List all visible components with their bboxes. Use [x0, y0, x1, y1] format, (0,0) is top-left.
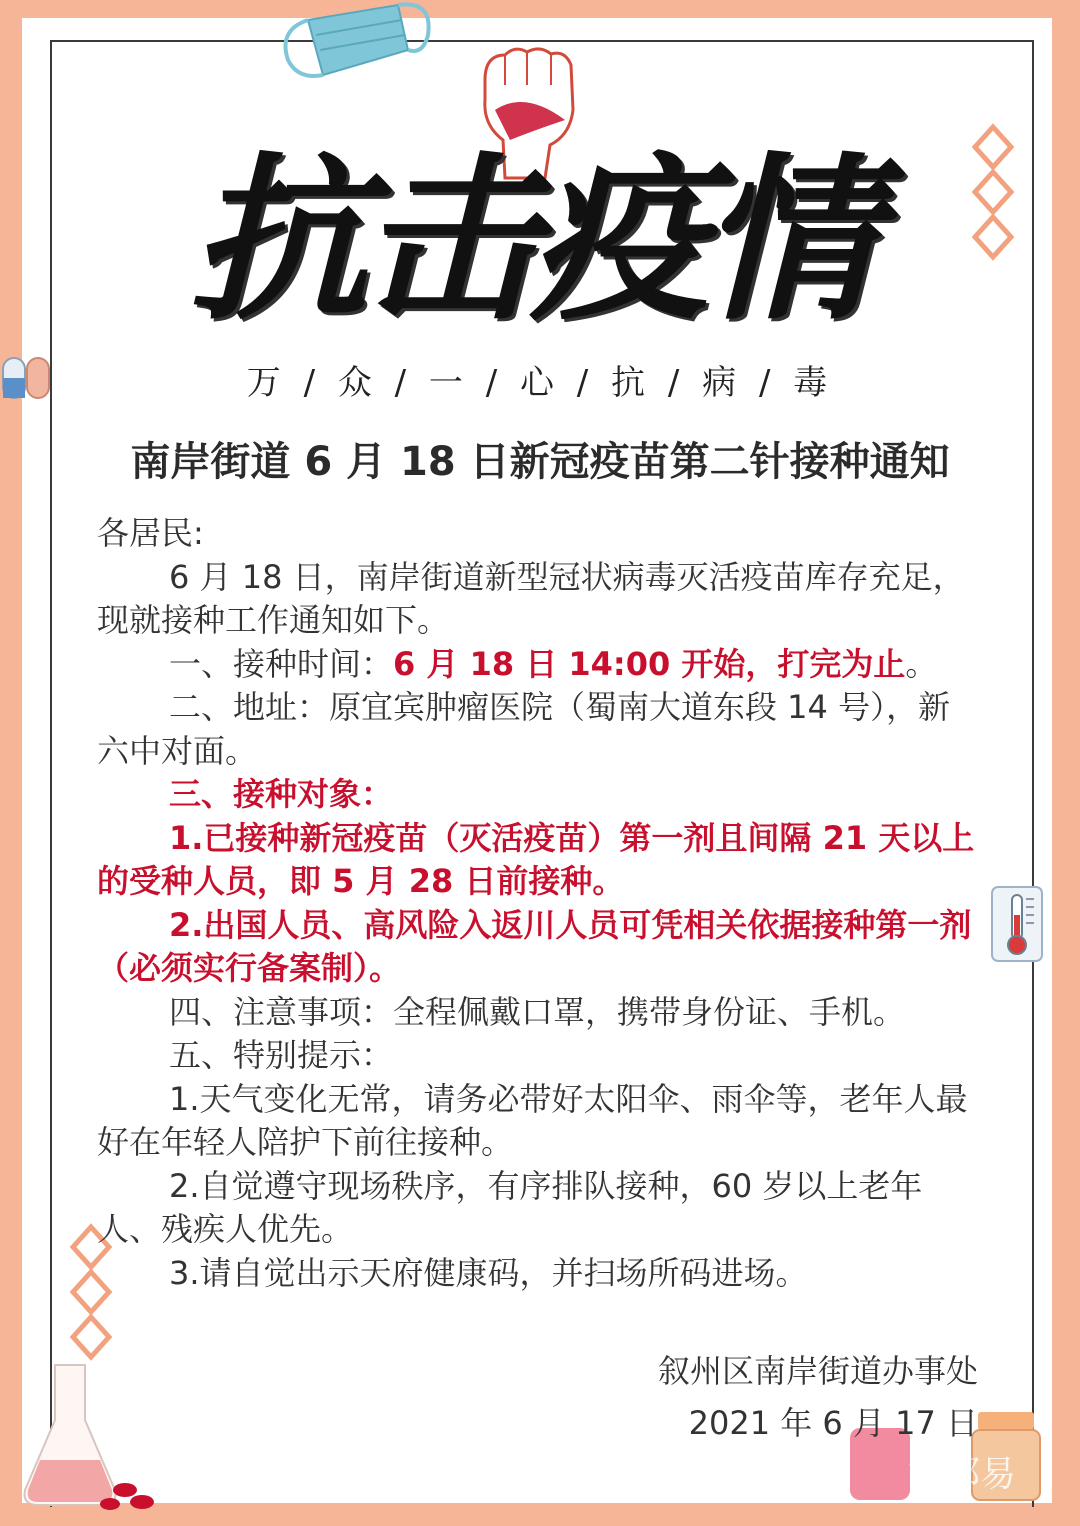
- time-end: 。: [905, 644, 938, 683]
- thermometer-icon: [990, 885, 1045, 965]
- tips-title: 五、特别提示：: [169, 1036, 394, 1074]
- hero-title: 抗击疫情: [190, 135, 870, 344]
- address-paragraph: 二、地址：原宜宾肿瘤医院（蜀南大道东段 14 号），新六中对面。: [97, 688, 951, 770]
- target-item-1: 1.已接种新冠疫苗（灭活疫苗）第一剂且间隔 21 天以上的受种人员，即 5 月 28 日前接种。: [97, 818, 975, 900]
- capsule-icon: [0, 352, 52, 404]
- notice-title: 南岸街道 6 月 18 日新冠疫苗第二针接种通知: [130, 439, 950, 485]
- flask-icon: [20, 1360, 160, 1510]
- diamond-chain-icon: [968, 122, 1018, 267]
- signature-block: [658, 1345, 978, 1449]
- face-mask-icon: [268, 0, 438, 90]
- notes-paragraph: 四、注意事项：全程佩戴口罩，携带身份证、手机。: [169, 992, 906, 1031]
- tip-item-1: 1.天气变化无常，请务必带好太阳伞、雨伞等，老年人最好在年轻人陪护下前往接种。: [97, 1079, 968, 1161]
- time-label: 一、接种时间：: [169, 644, 394, 683]
- time-value: 6 月 18 日 14:00 开始，打完为止: [393, 644, 906, 683]
- greeting: 各居民:: [97, 514, 204, 552]
- target-title: 三、接种对象：: [169, 775, 394, 813]
- notice-date: 2021 年 6 月 17 日: [688, 1404, 978, 1442]
- svg-text:酒都易: 酒都易: [908, 1454, 1017, 1495]
- signature: 叙州区南岸街道办事处: [657, 1352, 978, 1390]
- slogan: 万 / 众 / 一 / 心 / 抗 / 病 / 毒: [246, 363, 834, 403]
- tip-item-2: 2.自觉遵守现场秩序，有序排队接种，60 岁以上老年人、残疾人优先。: [97, 1166, 923, 1248]
- target-item-2: 2.出国人员、高风险入返川人员可凭相关依据接种第一剂（必须实行备案制）。: [97, 905, 972, 987]
- vaccination-time: [97, 643, 982, 687]
- intro-paragraph: 6 月 18 日，南岸街道新型冠状病毒灭活疫苗库存充足，现就接种工作通知如下。: [97, 557, 965, 639]
- notice-body: [97, 512, 982, 1295]
- tip-item-3: 3.请自觉出示天府健康码，并扫场所码进场。: [169, 1253, 808, 1292]
